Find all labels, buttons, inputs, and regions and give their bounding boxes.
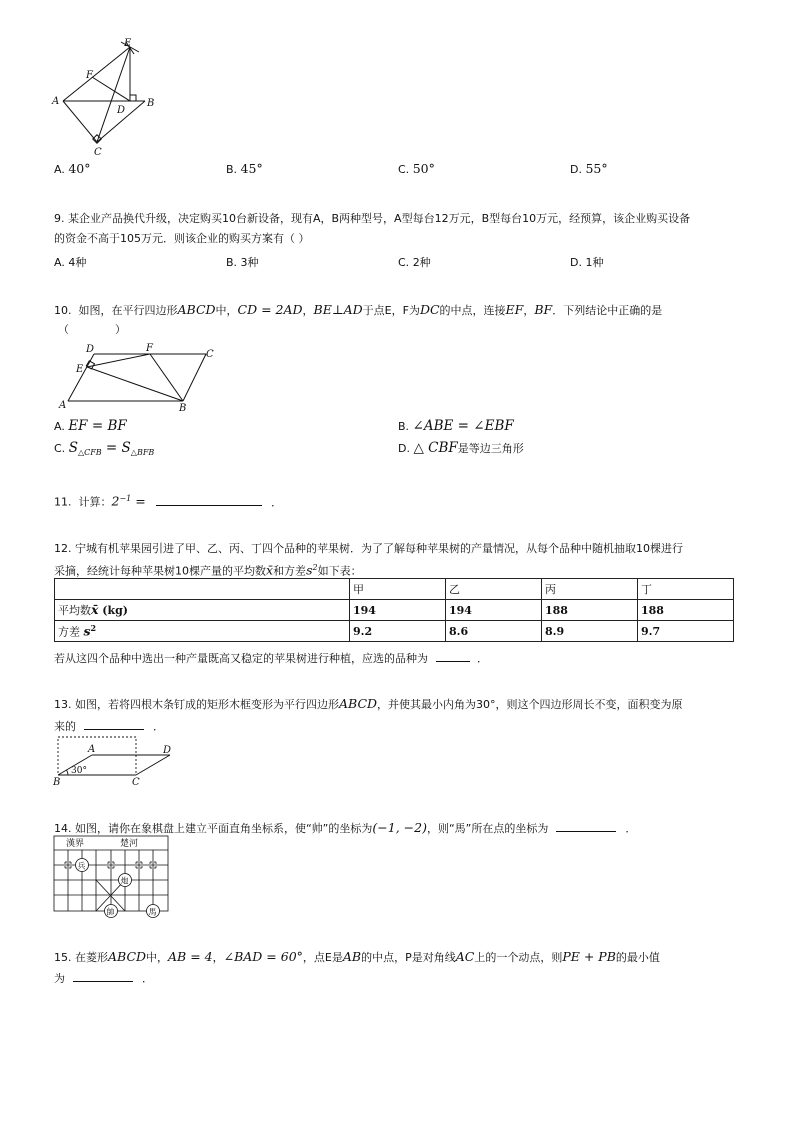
river-left-text: 漢界 (66, 839, 85, 849)
table-header-jia: 甲 (350, 579, 446, 600)
q13-figure (52, 733, 182, 789)
q9-line1: 9. 某企业产品换代升级，决定购买10台新设备，现有A，B两种型号，A型每台12万元，B型每台10万元，经预算，该企业购买设备 (54, 212, 691, 225)
fig10-label-e: E (76, 364, 84, 375)
q10-option-d[interactable]: D. △ CBF是等边三角形 (398, 440, 524, 456)
q12-line1: 12. 宁城有机苹果园引进了甲、乙、丙、丁四个品种的苹果树．为了了解每种苹果树的产量情况，从每个品种中随机抽取10棵进行 (54, 542, 683, 555)
table-header-row (55, 579, 734, 600)
fig13-label-c: C (132, 777, 140, 788)
q12-line2: 采摘，经统计每种苹果树10棵产量的平均数x̄和方差$s^2$如下表： (54, 562, 362, 578)
fig10-label-d: D (86, 344, 95, 355)
q8-option-a[interactable]: A. 40° (54, 161, 91, 176)
table-cell: 194 (446, 600, 542, 621)
q9-line2: 的资金不高于105万元．则该企业的购买方案有（ ） (54, 232, 310, 245)
fig8-label-f: F (86, 70, 93, 81)
q9-option-d[interactable]: D. 1种 (570, 256, 604, 269)
q15-line1: 15. 在菱形ABCD中，AB = 4，∠BAD = 60°，点E是AB的中点，P是对角线AC上的一个动点，则PE + PB的最小值 (54, 949, 660, 964)
table-header-yi: 乙 (446, 579, 542, 600)
table-row (55, 600, 734, 621)
row-label-mean: 平均数x̄ (kg) (55, 600, 350, 621)
table-header-bing: 丙 (542, 579, 638, 600)
table-cell: 188 (542, 600, 638, 621)
fig8-label-a: A (52, 96, 60, 107)
table-header-ding: 丁 (638, 579, 734, 600)
fig8-label-b: B (147, 98, 155, 109)
table-cell: 8.9 (542, 621, 638, 642)
piece-ma: 馬 (148, 907, 157, 917)
river-right-text: 楚河 (120, 839, 139, 849)
table-cell (55, 579, 350, 600)
q8-option-b[interactable]: B. 45° (226, 161, 263, 176)
q13-line2: 来的 ． (54, 720, 164, 733)
piece-bing: 兵 (77, 861, 86, 871)
piece-pao: 炮 (120, 876, 129, 886)
q12-answer-blank[interactable] (436, 650, 470, 662)
q9-option-a[interactable]: A. 4种 (54, 256, 87, 269)
fig13-label-b: B (53, 777, 61, 788)
table-row (55, 621, 734, 642)
q13-line1: 13. 如图，若将四根木条钉成的矩形木框变形为平行四边形ABCD，并使其最小内角为30°，则这个四边形周长不变，面积变为原 (54, 696, 683, 711)
q12-table (54, 578, 734, 642)
table-cell: 9.7 (638, 621, 734, 642)
q14-answer-blank[interactable] (556, 820, 616, 832)
q8-option-c[interactable]: C. 50° (398, 161, 435, 176)
fig10-label-b: B (179, 403, 187, 414)
q10-figure (58, 344, 218, 414)
q11-answer-blank[interactable] (156, 494, 262, 506)
q10-stem: 10. 如图，在平行四边形ABCD中，CD = 2AD，BE⊥AD于点E，F为DC的中点，连接EF，BF．下列结论中正确的是 (54, 302, 663, 317)
q15-answer-blank[interactable] (73, 970, 133, 982)
q9-option-c[interactable]: C. 2种 (398, 256, 431, 269)
piece-shuai: 帥 (106, 907, 115, 917)
fig8-label-c: C (94, 147, 102, 158)
fig10-label-c: C (206, 349, 214, 360)
q8-figure (50, 38, 160, 158)
q9-option-b[interactable]: B. 3种 (226, 256, 259, 269)
q13-answer-blank[interactable] (84, 718, 144, 730)
table-cell: 9.2 (350, 621, 446, 642)
fig13-angle-label: 30° (71, 766, 87, 776)
fig13-label-a: A (88, 744, 96, 755)
fig13-label-d: D (163, 745, 172, 756)
row-label-variance: 方差 $s^2$ (55, 621, 350, 642)
fig10-label-f: F (146, 343, 153, 354)
table-cell: 194 (350, 600, 446, 621)
q12-after: 若从这四个品种中选出一种产量既高又稳定的苹果树进行种植，应选的品种为 ． (54, 652, 488, 665)
q10-option-b[interactable]: B. ∠ABE = ∠EBF (398, 418, 514, 434)
q11-stem: 11. 计算：$2^{-1}$ = ． (54, 493, 283, 509)
q10-option-a[interactable]: A. EF = BF (54, 418, 127, 434)
q14-stem: 14. 如图，请你在象棋盘上建立平面直角坐标系，使“帅”的坐标为(−1, −2)，则“馬”所在点的坐标为 ． (54, 820, 637, 835)
fig10-label-a: A (59, 400, 67, 411)
q14-chessboard (52, 834, 172, 917)
table-cell: 8.6 (446, 621, 542, 642)
q10-option-c[interactable]: C. $S_{\triangle CFB} = S_{\triangle BFB}$ (54, 440, 155, 458)
fig8-label-e: E (124, 38, 132, 49)
q15-line2: 为 ． (54, 972, 153, 985)
q8-option-d[interactable]: D. 55° (570, 161, 608, 176)
fig8-label-d: D (117, 105, 126, 116)
table-cell: 188 (638, 600, 734, 621)
q10-answer-paren: （ ） (58, 323, 126, 336)
